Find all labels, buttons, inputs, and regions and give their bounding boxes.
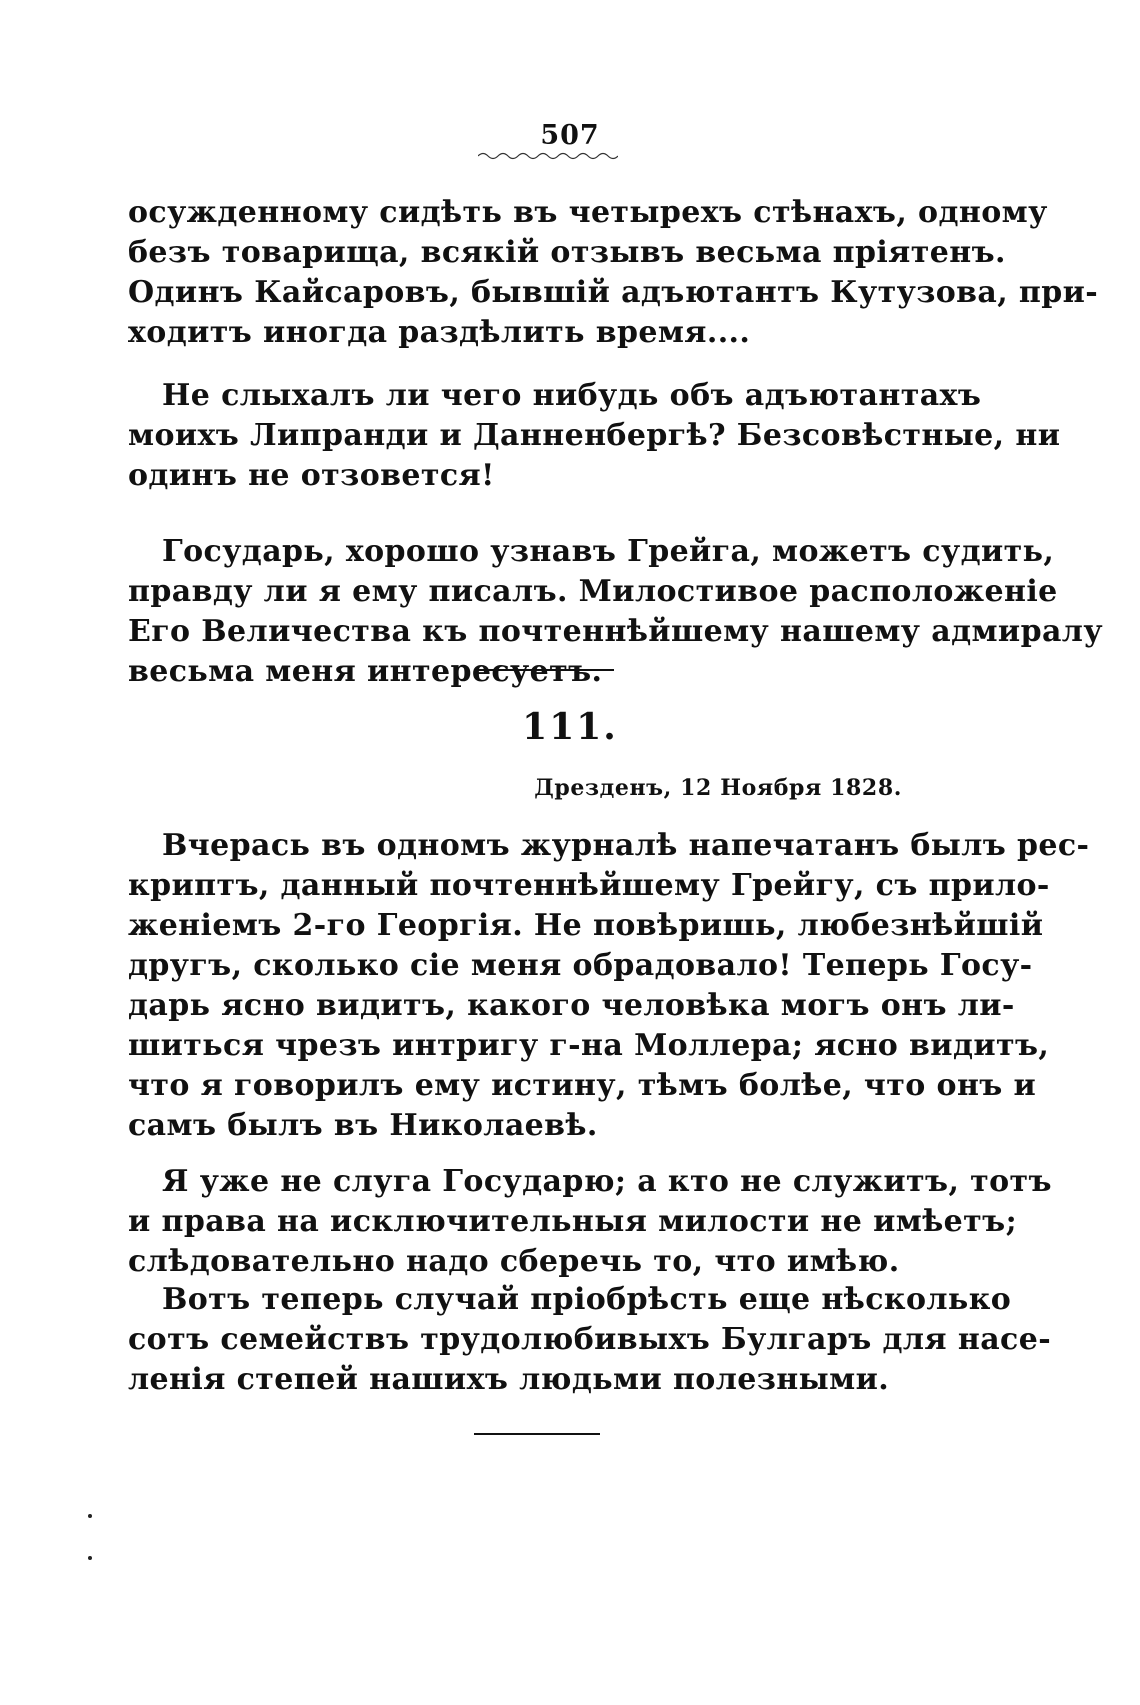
paragraph-bottom-1	[128, 826, 1090, 1146]
text-line: правду ли я ему писалъ. Милостивое расположеніе	[128, 574, 1058, 609]
text-line: женіемъ 2-го Георгія. Не повѣришь, любезнѣйшій	[128, 908, 1044, 943]
text-line: весьма меня интересуетъ.	[128, 654, 603, 689]
scan-speck	[88, 1556, 92, 1560]
paragraph-bottom-3	[128, 1280, 1052, 1400]
text-line: другъ, сколько сіе меня обрадовало! Теперь Госу-	[128, 948, 1033, 983]
text-line: Я уже не слуга Государю; а кто не служитъ, тотъ	[162, 1164, 1052, 1199]
text-line: ходитъ иногда раздѣлить время....	[128, 315, 751, 350]
text-line: Вотъ теперь случай пріобрѣсть еще нѣсколько	[162, 1282, 1012, 1317]
text-line: Не слыхалъ ли чего нибудь объ адъютантахъ	[162, 378, 982, 413]
text-line: осужденному сидѣть въ четырехъ стѣнахъ, одному	[128, 195, 1048, 230]
text-line: Его Величества къ почтеннѣйшему нашему адмиралу	[128, 614, 1103, 649]
paragraph-top-2	[128, 376, 1061, 496]
end-divider	[474, 1433, 600, 1435]
text-line: моихъ Липранди и Данненбергѣ? Безсовѣстные, ни	[128, 418, 1061, 453]
text-line: дарь ясно видитъ, какого человѣка могъ онъ ли-	[128, 988, 1015, 1023]
text-line: шиться чрезъ интригу г-на Моллера; ясно видитъ,	[128, 1028, 1050, 1063]
dateline: Дрезденъ, 12 Ноября 1828.	[534, 775, 902, 801]
page-number-ornament	[478, 150, 618, 160]
text-line: ленія степей нашихъ людьми полезными.	[128, 1362, 890, 1397]
text-line: что я говорилъ ему истину, тѣмъ болѣе, что онъ и	[128, 1068, 1037, 1103]
text-line: криптъ, данный почтеннѣйшему Грейгу, съ прило-	[128, 868, 1050, 903]
paragraph-top-3	[128, 532, 1103, 692]
text-line: слѣдовательно надо сберечь то, что имѣю.	[128, 1244, 900, 1279]
page-number: 507	[540, 120, 600, 151]
scan-speck	[88, 1514, 92, 1518]
text-line: Одинъ Кайсаровъ, бывшій адъютантъ Кутузова, при-	[128, 275, 1099, 310]
text-line: безъ товарища, всякій отзывъ весьма пріятенъ.	[128, 235, 1006, 270]
section-divider	[476, 669, 614, 671]
text-line: Вчерась въ одномъ журналѣ напечатанъ былъ рес-	[162, 828, 1090, 863]
text-line: сотъ семействъ трудолюбивыхъ Булгаръ для насе-	[128, 1322, 1052, 1357]
paragraph-bottom-2	[128, 1162, 1052, 1282]
letter-number: 111.	[522, 706, 618, 748]
text-line: Государь, хорошо узнавъ Грейга, можетъ судить,	[162, 534, 1055, 569]
text-line: и права на исключительныя милости не имѣетъ;	[128, 1204, 1018, 1239]
paragraph-top-1	[128, 193, 1099, 353]
text-line: одинъ не отзовется!	[128, 458, 495, 493]
text-line: самъ былъ въ Николаевѣ.	[128, 1108, 598, 1143]
